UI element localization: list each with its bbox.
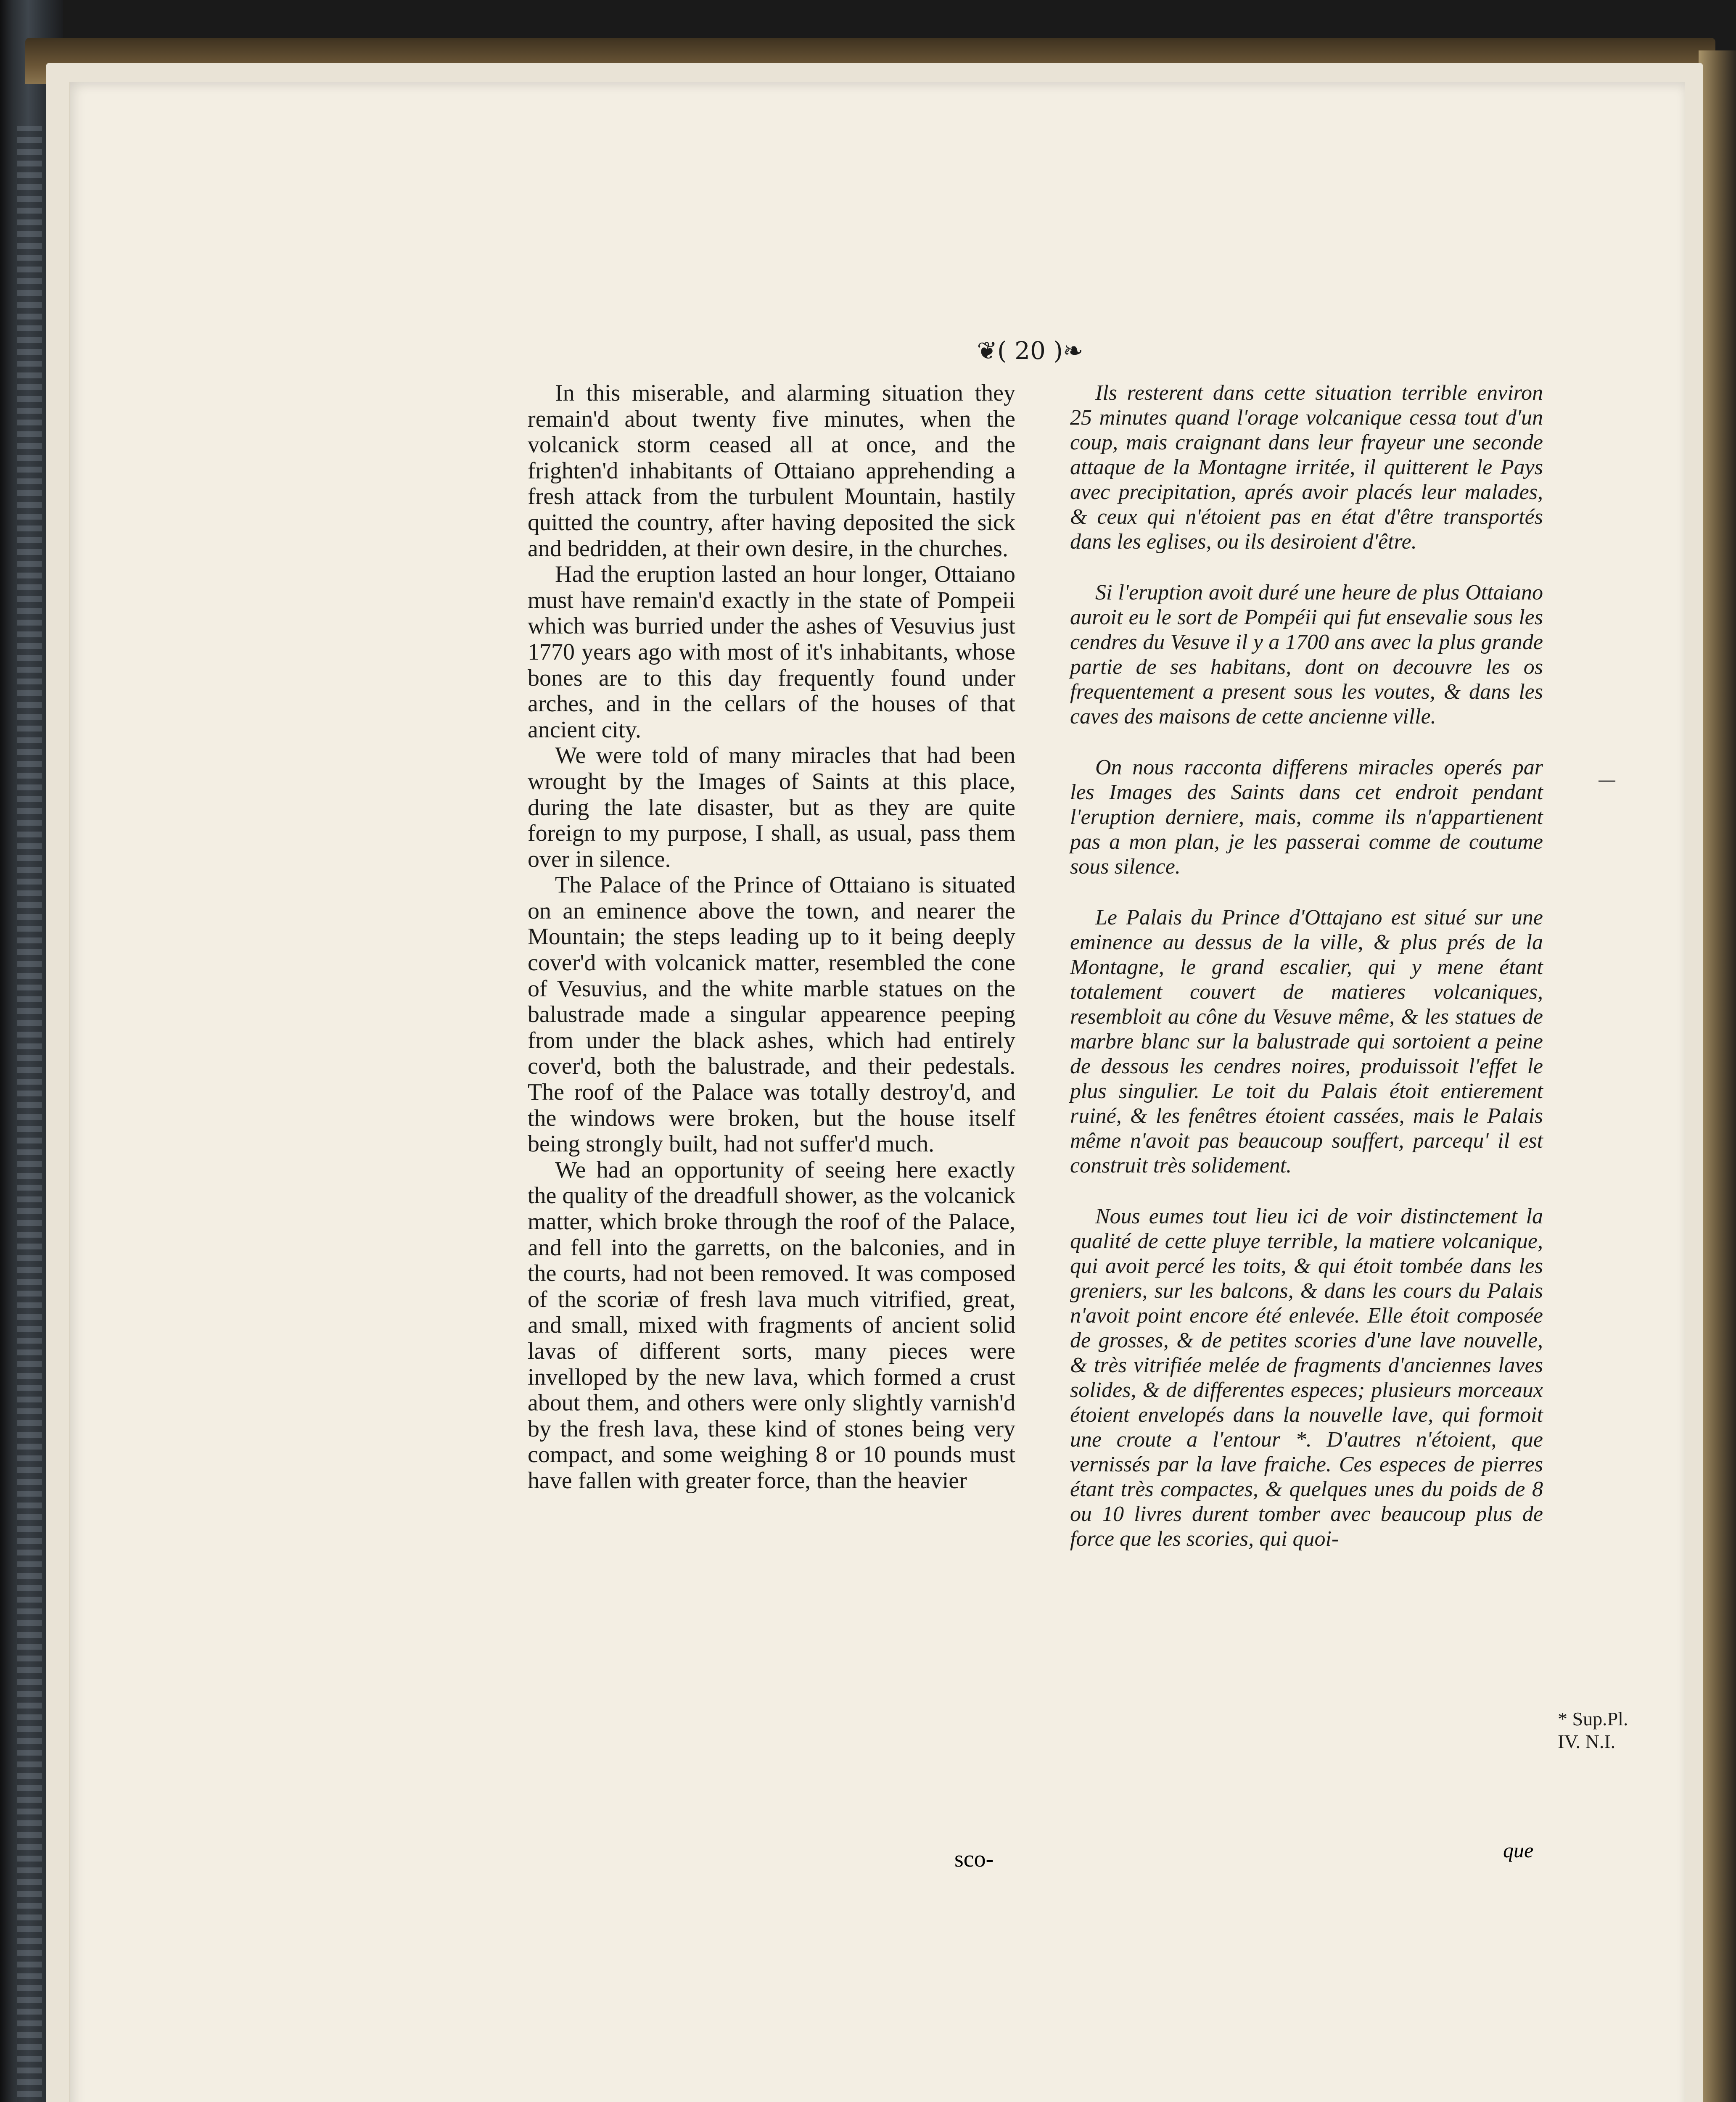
english-paragraph: Had the eruption lasted an hour longer, Ottaiano must have remain'd exactly in the state of Pompeii which was burried under the ashes of Vesuvius just 1770 years ago with most of it's inhabitants, whose bones are to this day frequently found under arches, and in the cellars of the houses of that ancient city. [528,561,1015,743]
english-column [528,380,1015,1494]
header-ornament-right: )❧ [1053,336,1083,365]
french-paragraph: On nous racconta differens miracles operés par les Images des Saints dans cet endroit pendant l'eruption derniere, mais, comme ils n'appartienent pas a mon plan, je les passerai comme de coutume sous silence. [1070,755,1543,879]
english-paragraph: We were told of many miracles that had been wrought by the Images of Saints at this place, during the late disaster, but as they are quite foreign to my purpose, I shall, as usual, pass them over in silence. [528,742,1015,872]
english-catchword: sco- [954,1846,994,1872]
page-header [946,336,1114,365]
french-paragraph: Nous eumes tout lieu ici de voir distinctement la qualité de cette pluye terrible, la matiere volcanique, qui avoit percé les toits, & qui étoit tombée dans les greniers, sur les balcons, & dans les cours du Palais n'avoit point encore été enlevée. Elle étoit composée de grosses, & de petites scories d'une lave nouvelle, & très vitrifiée melée de fragments d'anciennes laves solides, & de differentes especes; plusieurs morceaux étoient envelopés dans la nouvelle lave, qui formoit une croute a l'entour *. D'autres n'étoient, que vernissés par la lave fraiche. Ces especes de pierres étant très compactes, & quelques unes du poids de 8 ou 10 livres durent tomber avec beaucoup plus de force que les scories, qui quoi- [1070,1204,1543,1551]
english-paragraph: The Palace of the Prince of Ottaiano is situated on an eminence above the town, and nearer the Mountain; the steps leading up to it being deeply cover'd with volcanick matter, resembled the cone of Vesuvius, and the white marble statues on the balustrade made a singular appearence peeping from under the black ashes, which had entirely cover'd, both the balustrade, and their pedestals. The roof of the Palace was totally destroy'd, and the windows were broken, but the house itself being strongly built, had not suffer'd much. [528,872,1015,1157]
side-note: * Sup.Pl. IV. N.I. [1558,1708,1628,1752]
french-paragraph: Le Palais du Prince d'Ottajano est situé sur une eminence au dessus de la ville, & plus prés de la Montagne, le grand escalier, qui y mene étant totalement couvert de matieres volcaniques, resembloit au cône du Vesuve même, & les statues de marbre blanc sur la balustrade qui sortoient a peine de dessous les cendres noires, produissoit l'effet le plus singulier. Le toit du Palais étoit entierement ruiné, & les fenêtres étoient cassées, mais le Palais même n'avoit pas beaucoup souffert, parcequ' il est construit très solidement. [1070,906,1543,1178]
header-ornament-left: ❦( [977,336,1007,365]
english-paragraph: We had an opportunity of seeing here exactly the quality of the dreadfull shower, as the volcanick matter, which broke through the roof of the Palace, and fell into the garretts, on the balconies, and in the courts, had not been removed. It was composed of the scoriæ of fresh lava much vitrified, great, and small, mixed with fragments of ancient solid lavas of different sorts, many pieces were invelloped by the new lava, which formed a crust about them, and others were only slightly varnish'd by the fresh lava, these kind of stones being very compact, and some weighing 8 or 10 pounds must have fallen with greater force, than the heavier [528,1157,1015,1494]
margin-mark: — [1598,769,1616,791]
french-catchword: que [1503,1838,1534,1862]
french-column [1070,380,1543,1577]
book-cover-right-edge [1699,50,1736,2102]
french-paragraph: Si l'eruption avoit duré une heure de plus Ottaiano auroit eu le sort de Pompéii qui fut ensevalie sous les cendres du Vesuve il y a 1700 ans avec la plus grande partie de ses habitans, dont on decouvre les os frequentement a present sous les voutes, & dans les caves des maisons de cette ancienne ville. [1070,581,1543,729]
english-paragraph: In this miserable, and alarming situation they remain'd about twenty five minutes, when the volcanick storm ceased all at once, and the frighten'd inhabitants of Ottaiano apprehending a fresh attack from the turbulent Mountain, hastily quitted the country, after having deposited the sick and bedridden, at their own desire, in the churches. [528,380,1015,562]
french-paragraph: Ils resterent dans cette situation terrible environ 25 minutes quand l'orage volcanique cessa tout d'un coup, mais craignant dans leur frayeur une seconde attaque de la Montagne irritée, il quitterent le Pays avec precipitation, aprés avoir placés leur malades, & ceux qui n'étoient pas en état d'être transportés dans les eglises, ou ils desiroient d'être. [1070,381,1543,554]
page-number: 20 [1015,336,1046,365]
